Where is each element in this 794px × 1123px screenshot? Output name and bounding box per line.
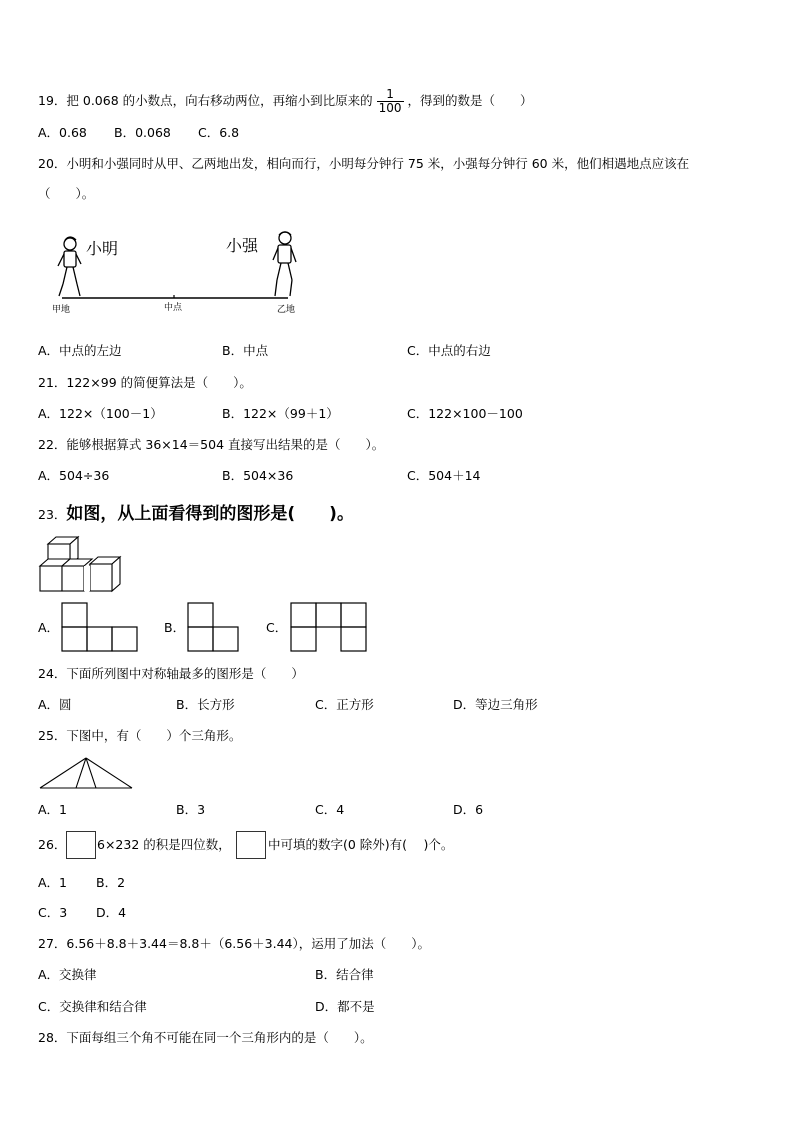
q19-stem-b: ，得到的数是（ ）: [407, 93, 533, 108]
q20-right-name: 小强: [226, 236, 259, 255]
q26-option-c[interactable]: C．3: [38, 905, 68, 920]
q20-option-a[interactable]: A．中点的左边: [38, 343, 122, 358]
q25-triangle-figure: [38, 756, 138, 792]
q24-stem: 24．下面所列图中对称轴最多的图形是（ ）: [38, 666, 304, 681]
q20-left-end: 甲地: [52, 305, 71, 315]
q23-option-a[interactable]: A．: [38, 620, 60, 635]
q21-option-a[interactable]: A．122×（100－1）: [38, 406, 163, 421]
q24-option-c[interactable]: C．正方形: [315, 697, 374, 712]
q19-fraction: [377, 88, 404, 115]
q21-option-b[interactable]: B．122×（99＋1）: [222, 406, 339, 421]
q20-stem-line2: （ ）。: [38, 186, 95, 201]
q25-option-d[interactable]: D．6: [453, 802, 484, 817]
q23-cube-figure: [38, 536, 128, 596]
q19-option-c[interactable]: C．6.8: [198, 125, 240, 140]
q25-stem: 25．下图中，有（ ）个三角形。: [38, 728, 242, 743]
q24-option-d[interactable]: D．等边三角形: [453, 697, 538, 712]
q23-option-a-grid: [60, 602, 140, 652]
q19-option-b[interactable]: B．0.068: [114, 125, 171, 140]
q19-stem-a: 19．把 0.068 的小数点，向右移动两位，再缩小到比原来的: [38, 93, 373, 108]
q23-option-b[interactable]: B．: [164, 620, 186, 635]
q23-option-c-grid: [289, 602, 369, 652]
q26-option-a[interactable]: A．1: [38, 875, 68, 890]
q26-part-b: 中可填的数字(0 除外)有( )个。: [268, 837, 454, 852]
q19-fraction-denominator: 100: [378, 101, 402, 115]
q20-option-c[interactable]: C．中点的右边: [407, 343, 491, 358]
q26-option-d[interactable]: D．4: [96, 905, 127, 920]
q26-option-b[interactable]: B．2: [96, 875, 126, 890]
q23-option-b-grid: [187, 602, 242, 652]
q23-stem: [38, 503, 354, 525]
q26-blank-box-2[interactable]: [236, 831, 266, 859]
q27-stem: 27．6.56＋8.8＋3.44＝8.8＋（6.56＋3.44），运用了加法（ ）。: [38, 936, 430, 951]
q20-left-name: 小明: [86, 239, 119, 258]
q27-option-d[interactable]: D．都不是: [315, 999, 375, 1014]
q19-option-a[interactable]: A．0.68: [38, 125, 87, 140]
q23-number: 23．: [38, 507, 67, 522]
q28-stem: 28．下面每组三个角不可能在同一个三角形内的是（ ）。: [38, 1030, 373, 1045]
q27-option-b[interactable]: B．结合律: [315, 967, 374, 982]
xiaoqiang-figure: [273, 232, 296, 296]
q20-mid-label: 中点: [164, 303, 183, 313]
q20-option-b[interactable]: B．中点: [222, 343, 269, 358]
q25-option-a[interactable]: A．1: [38, 802, 68, 817]
q26-number: 26．: [38, 837, 67, 852]
q20-stem-line1: 20．小明和小强同时从甲、乙两地出发，相向而行，小明每分钟行 75 米，小强每分钟行 60 米，他们相遇地点应该在: [38, 156, 690, 171]
q20-right-end: 乙地: [277, 305, 296, 315]
q23-stem-text: 如图，从上面看得到的图形是( )。: [66, 504, 354, 524]
q22-option-b[interactable]: B．504×36: [222, 468, 294, 483]
q19-stem: [38, 88, 533, 115]
q23-option-c[interactable]: C．: [266, 620, 288, 635]
q27-option-c[interactable]: C．交换律和结合律: [38, 999, 147, 1014]
q24-option-a[interactable]: A．圆: [38, 697, 72, 712]
xiaoming-figure: [58, 237, 81, 296]
q26-blank-box-1[interactable]: [66, 831, 96, 859]
q22-stem: 22．能够根据算式 36×14＝504 直接写出结果的是（ ）。: [38, 437, 385, 452]
q21-option-c[interactable]: C．122×100－100: [407, 406, 523, 421]
q21-stem: 21．122×99 的简便算法是（ ）。: [38, 375, 252, 390]
q25-option-b[interactable]: B．3: [176, 802, 206, 817]
q22-option-c[interactable]: C．504＋14: [407, 468, 481, 483]
q20-figure: [50, 226, 310, 316]
q22-option-a[interactable]: A．504÷36: [38, 468, 110, 483]
q25-option-c[interactable]: C．4: [315, 802, 345, 817]
q27-option-a[interactable]: A．交换律: [38, 967, 97, 982]
q24-option-b[interactable]: B．长方形: [176, 697, 235, 712]
q26-part-a: 6×232 的积是四位数，: [97, 837, 231, 852]
q19-fraction-numerator: 1: [377, 88, 404, 102]
